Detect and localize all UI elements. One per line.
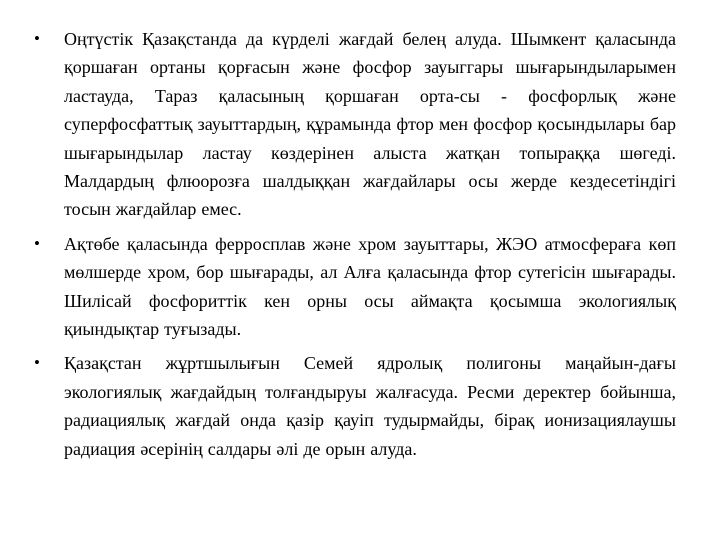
bullet-icon: • <box>34 353 40 373</box>
bullet-item-aktobe <box>34 230 676 344</box>
bullet-item-semey-polygon <box>34 349 676 463</box>
bullet-text: Қазақстан жұртшылығын Семей ядролық полигоны маңайын-дағы экологиялық жағдайдың толғандыруы жалғасуда. Ресми деректер бойынша, радиациялық жағдай онда қазір қауіп тудырмайды, бірақ ионизациялаушы радиация әсерінің салдары әлі де орын алуда. <box>64 353 676 459</box>
bullet-text: Ақтөбе қаласында ферросплав және хром зауыттары, ЖЭО атмосфераға көп мөлшерде хром, бор шығарады, ал Алға қаласында фтор сутегісін шығарады. Шилісай фосфориттік кен орны осы аймақта қосымша экологиялық қиындықтар туғызады. <box>64 233 676 340</box>
bullet-icon: • <box>34 29 40 48</box>
bullet-item-south-kazakhstan <box>34 25 676 224</box>
bullet-text: Оңтүстік Қазақстанда да күрделі жағдай белең алуда. Шымкент қаласында қоршаған ортаны қорғасын және фосфор зауыггары шығарындыларымен ластауда, Тараз қаласының қоршаған орта-сы - фосфорлық және суперфосфаттық зауыттардың, құрамында фтор мен фосфор қосындылары бар шығарындылар ластау көздерінен алыста жатқан топыраққа шөгеді. Малдардың флюорозға шалдыққан жағдайлары осы жерде кездесетіндігі тосын жағдайлар емес. <box>64 29 676 220</box>
bullet-list <box>34 25 676 469</box>
bullet-icon: • <box>34 233 40 253</box>
